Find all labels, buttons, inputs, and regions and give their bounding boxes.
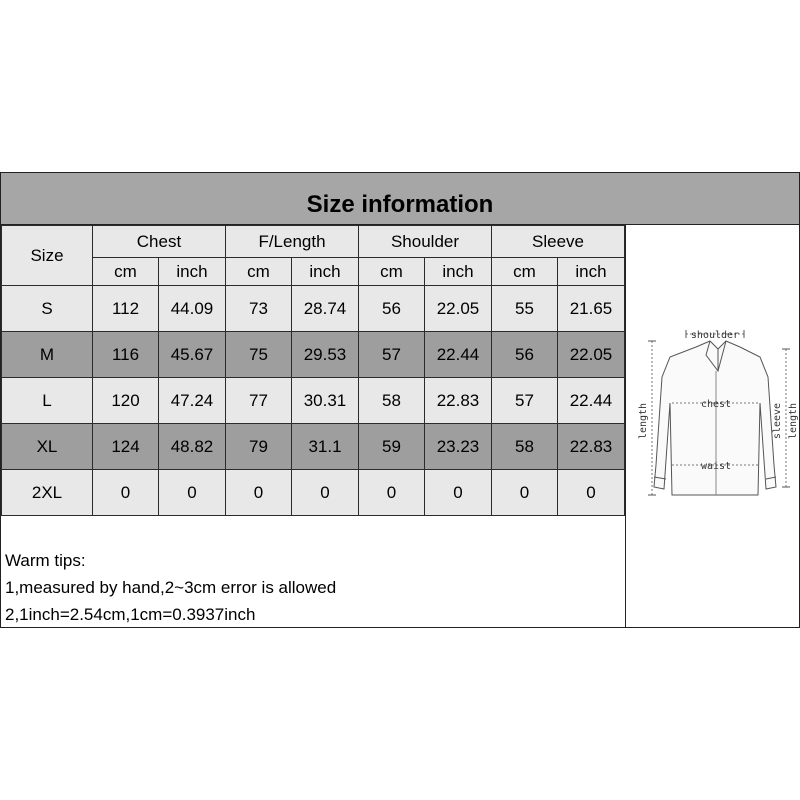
table-cell: 22.05	[557, 331, 625, 378]
table-cell: 47.24	[158, 377, 226, 424]
table-cell: 28.74	[291, 285, 359, 332]
size-column-header: Size	[1, 225, 93, 286]
table-cell: 79	[225, 423, 292, 470]
table-cell: 73	[225, 285, 292, 332]
table-cell: 21.65	[557, 285, 625, 332]
table-cell: 116	[92, 331, 159, 378]
table-cell: 0	[491, 469, 558, 516]
table-cell: 0	[424, 469, 492, 516]
sleeve-label: sleeve	[772, 402, 783, 440]
table-cell: 22.83	[424, 377, 492, 424]
shoulder-header: Shoulder	[358, 225, 492, 258]
table-cell: 22.83	[557, 423, 625, 470]
table-cell: 112	[92, 285, 159, 332]
table-cell: 44.09	[158, 285, 226, 332]
warm-tips	[5, 547, 336, 628]
unit-label: inch	[424, 257, 492, 286]
table-cell: 124	[92, 423, 159, 470]
unit-label: cm	[92, 257, 159, 286]
size-label: 2XL	[1, 469, 93, 516]
tips-heading: Warm tips:	[5, 551, 86, 570]
sleeve-header: Sleeve	[491, 225, 625, 258]
table-cell: 77	[225, 377, 292, 424]
table-cell: 23.23	[424, 423, 492, 470]
unit-label: cm	[491, 257, 558, 286]
table-cell: 0	[557, 469, 625, 516]
unit-label: cm	[225, 257, 292, 286]
table-cell: 59	[358, 423, 425, 470]
table-cell: 58	[358, 377, 425, 424]
sleeve-length-label: length	[788, 402, 799, 440]
unit-label: inch	[158, 257, 226, 286]
table-cell: 57	[358, 331, 425, 378]
table-cell: 56	[358, 285, 425, 332]
size-label: S	[1, 285, 93, 332]
unit-label: inch	[557, 257, 625, 286]
table-cell: 45.67	[158, 331, 226, 378]
tips-line-2: 2,1inch=2.54cm,1cm=0.3937inch	[5, 605, 256, 624]
size-label: XL	[1, 423, 93, 470]
chart-title: Size information	[1, 173, 799, 225]
table-cell: 0	[158, 469, 226, 516]
tips-line-1: 1,measured by hand,2~3cm error is allowed	[5, 578, 337, 597]
table-cell: 48.82	[158, 423, 226, 470]
chest-label: chest	[700, 399, 732, 410]
table-cell: 56	[491, 331, 558, 378]
size-chart	[0, 172, 800, 628]
table-cell: 29.53	[291, 331, 359, 378]
table-cell: 22.44	[557, 377, 625, 424]
table-cell: 22.44	[424, 331, 492, 378]
shoulder-label: shoulder	[690, 330, 740, 341]
table-cell: 0	[92, 469, 159, 516]
measurement-diagram	[625, 225, 800, 627]
table-cell: 120	[92, 377, 159, 424]
table-cell: 57	[491, 377, 558, 424]
table-cell: 0	[225, 469, 292, 516]
table-cell: 31.1	[291, 423, 359, 470]
waist-label: waist	[700, 461, 732, 472]
shirt-diagram-icon	[626, 225, 800, 627]
table-cell: 0	[358, 469, 425, 516]
table-cell: 55	[491, 285, 558, 332]
length-label: length	[638, 402, 649, 440]
table-cell: 58	[491, 423, 558, 470]
table-cell: 75	[225, 331, 292, 378]
table-cell: 30.31	[291, 377, 359, 424]
table-cell: 22.05	[424, 285, 492, 332]
size-label: M	[1, 331, 93, 378]
size-label: L	[1, 377, 93, 424]
chest-header: Chest	[92, 225, 226, 258]
unit-label: inch	[291, 257, 359, 286]
table-cell: 0	[291, 469, 359, 516]
unit-label: cm	[358, 257, 425, 286]
length-header: F/Length	[225, 225, 359, 258]
